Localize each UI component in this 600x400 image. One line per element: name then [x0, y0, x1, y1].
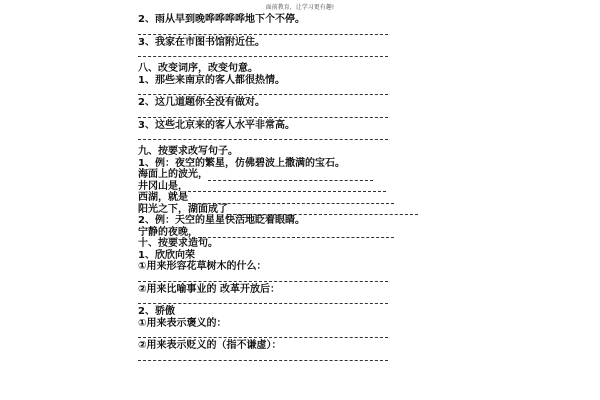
section-10-title: 十、按要求造句。: [138, 238, 218, 249]
answer-blank[interactable]: [138, 86, 388, 95]
prompt-10-2b: ②用来表示贬义的（指不谦虚）：: [138, 340, 282, 351]
worksheet-content: [138, 14, 438, 363]
prompt-10-1b: ②用来比喻事业的 改革开放后：: [138, 283, 280, 295]
prompt-10-2a: ①用来表示褒义的：: [138, 317, 227, 329]
answer-blank[interactable]: [188, 195, 394, 204]
prompt-9-1d: 阳光之下，湖面成了: [138, 204, 438, 216]
sentence-2: 2、雨从早到晚哗哗哗哗地下个不停。: [138, 14, 305, 25]
answer-blank[interactable]: [138, 273, 388, 282]
answer-blank[interactable]: [198, 229, 394, 238]
page-header: 面前教育，让学习更有趣!: [265, 4, 335, 11]
answer-blank[interactable]: [138, 295, 388, 304]
answer-blank[interactable]: [138, 109, 388, 118]
answer-blank[interactable]: [208, 172, 373, 181]
example-9-1: 1、例：夜空的繁星，仿佛碧波上撒满的宝石。: [138, 157, 345, 169]
prompt-10-1a: ①用来形容花草树木的什么：: [138, 261, 267, 272]
answer-blank[interactable]: [228, 206, 418, 215]
sentence-8-1: 1、那些来南京的客人都很热情。: [138, 74, 285, 86]
answer-blank[interactable]: [138, 352, 388, 361]
answer-blank[interactable]: [138, 329, 388, 338]
answer-blank[interactable]: [138, 48, 388, 57]
prompt-9-1c: 西湖，就是: [138, 192, 438, 204]
section-8-title: 八、改变词序，改变句意。: [138, 63, 258, 74]
prompt-9-2a: 宁静的夜晚，: [138, 227, 438, 239]
sentence-3: 3、我家在市图书馆附近住。: [138, 36, 265, 48]
term-10-1: 1、欣欣向荣: [138, 249, 195, 261]
answer-blank[interactable]: [188, 183, 386, 192]
term-10-2: 2、骄傲: [138, 306, 175, 317]
sentence-8-3: 3、这些北京来的客人水平非常高。: [138, 119, 295, 131]
prompt-9-1a: 海面上的波光，: [138, 169, 438, 181]
prompt-9-1b: 井冈山是，: [138, 181, 438, 193]
answer-blank[interactable]: [138, 131, 388, 140]
sentence-8-2: 2、这几道题你全没有做对。: [138, 97, 265, 108]
answer-blank[interactable]: [138, 26, 388, 35]
section-9-title: 九、按要求改写句子。: [138, 146, 238, 157]
example-9-2: 2、例：天空的星星快活地眨着眼睛。: [138, 215, 305, 226]
